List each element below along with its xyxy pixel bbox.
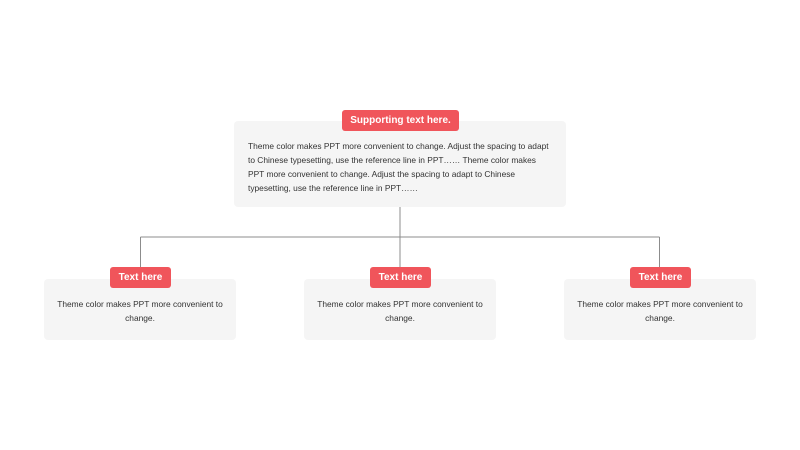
child-node-text-2: Theme color makes PPT more convenient to change. — [317, 299, 483, 323]
child-node-label-1: Text here — [110, 267, 171, 288]
top-node-text: Theme color makes PPT more convenient to change. Adjust the spacing to adapt to Chinese typesetting, use the reference line in PPT…… Theme color makes PPT more convenient to change. Adjust the spacing to adapt to Chinese typesetting, use the reference line in PPT…… — [248, 141, 549, 193]
top-node-card — [234, 121, 566, 207]
child-node-label-3: Text here — [630, 267, 691, 288]
child-node-label-2: Text here — [370, 267, 431, 288]
top-node-label: Supporting text here. — [342, 110, 459, 131]
child-node-card-1 — [44, 279, 236, 340]
child-node-text-3: Theme color makes PPT more convenient to change. — [577, 299, 743, 323]
child-node-text-1: Theme color makes PPT more convenient to change. — [57, 299, 223, 323]
child-node-card-2 — [304, 279, 496, 340]
child-node-card-3 — [564, 279, 756, 340]
